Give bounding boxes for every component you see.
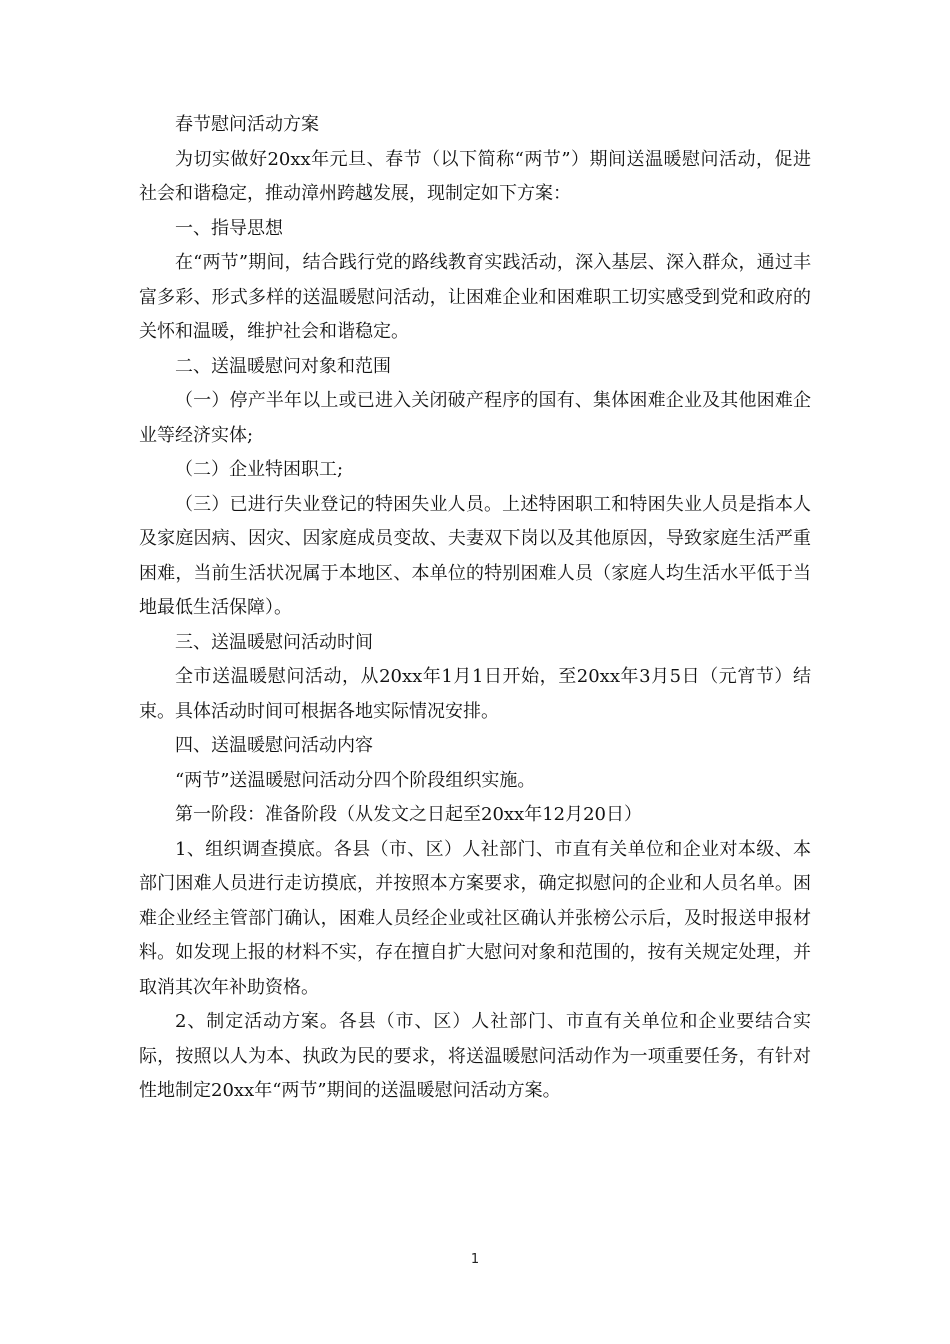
- heading-targets-scope: 二、送温暖慰问对象和范围: [175, 355, 391, 377]
- paragraph-target-1: （一）停产半年以上或已进入关闭破产程序的国有、集体困难企业及其他困难企业等经济实体;: [139, 390, 811, 446]
- page-number: 1: [470, 1252, 480, 1267]
- paragraph-intro: 为切实做好20xx年元旦、春节（以下简称“两节”）期间送温暖慰问活动，促进社会和谐稳定，推动漳州跨越发展，现制定如下方案：: [139, 148, 811, 204]
- paragraph-four-stages: “两节”送温暖慰问活动分四个阶段组织实施。: [175, 769, 536, 791]
- paragraph-activity-time: 全市送温暖慰问活动，从20xx年1月1日开始，至20xx年3月5日（元宵节）结束。具体活动时间可根据各地实际情况安排。: [139, 666, 811, 722]
- paragraph-target-2: （二）企业特困职工;: [175, 459, 344, 480]
- paragraph-target-3: （三）已进行失业登记的特困失业人员。上述特困职工和特困失业人员是指本人及家庭因病、因灾、因家庭成员变故、夫妻双下岗以及其他原因，导致家庭生活严重困难，当前生活状况属于本地区、本单位的特别困难人员（家庭人均生活水平低于当地最低生活保障）。: [139, 493, 811, 618]
- paragraph-plan: 2、制定活动方案。各县（市、区）人社部门、市直有关单位和企业要结合实际，按照以人为本、执政为民的要求，将送温暖慰问活动作为一项重要任务，有针对性地制定20xx年“两节”期间的送温暖慰问活动方案。: [139, 1011, 811, 1101]
- heading-activity-content: 四、送温暖慰问活动内容: [175, 735, 373, 756]
- heading-guiding-ideology: 一、指导思想: [175, 217, 283, 239]
- document-body: [139, 108, 811, 1109]
- document-title: 春节慰问活动方案: [175, 114, 319, 135]
- paragraph-guiding-ideology: 在“两节”期间，结合践行党的路线教育实践活动，深入基层、深入群众，通过丰富多彩、形式多样的送温暖慰问活动，让困难企业和困难职工切实感受到党和政府的关怀和温暖，维护社会和谐稳定。: [139, 252, 811, 342]
- paragraph-stage-one: 第一阶段：准备阶段（从发文之日起至20xx年12月20日）: [175, 804, 643, 825]
- heading-activity-time: 三、送温暖慰问活动时间: [175, 631, 373, 653]
- paragraph-survey: 1、组织调查摸底。各县（市、区）人社部门、市直有关单位和企业对本级、本部门困难人员进行走访摸底，并按照本方案要求，确定拟慰问的企业和人员名单。困难企业经主管部门确认，困难人员经企业或社区确认并张榜公示后，及时报送申报材料。如发现上报的材料不实，存在擅自扩大慰问对象和范围的，按有关规定处理，并取消其次年补助资格。: [139, 838, 811, 998]
